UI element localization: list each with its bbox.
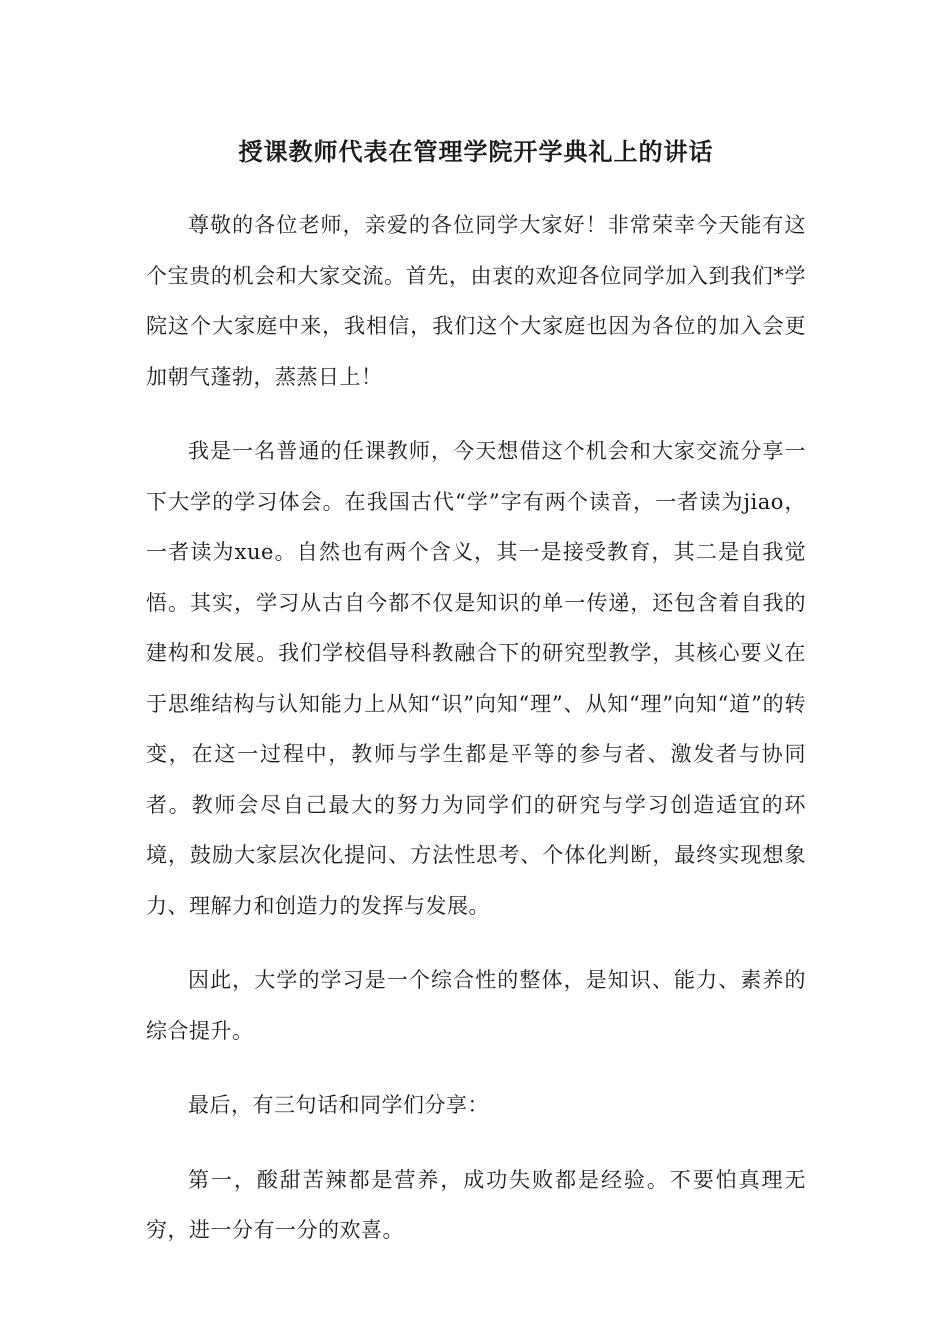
paragraph-conclusion: 因此，大学的学习是一个综合性的整体，是知识、能力、素养的综合提升。 xyxy=(146,968,806,1043)
paragraph-learning: 我是一名普通的任课教师，今天想借这个机会和大家交流分享一下大学的学习体会。在我国古代“学”字有两个读音，一者读为jiao，一者读为xue。自然也有两个含义，其一是接受教育，其二是自我觉悟。其实，学习从古自今都不仅是知识的单一传递，还包含着自我的建构和发展。我们学校倡导科教融合下的研究型教学，其核心要义在于思维结构与认知能力上从知“识”向知“理”、从知“理”向知“道”的转变，在这一过程中，教师与学生都是平等的参与者、激发者与协同者。教师会尽自己最大的努力为同学们的研究与学习创造适宜的环境，鼓励大家层次化提问、方法性思考、个体化判断，最终实现想象力、理解力和创造力的发挥与发展。 xyxy=(146,439,806,918)
document-title: 授课教师代表在管理学院开学典礼上的讲话 xyxy=(238,137,714,166)
document-page xyxy=(146,132,806,1280)
paragraph-share-intro: 最后，有三句话和同学们分享： xyxy=(188,1093,489,1117)
paragraph-greeting: 尊敬的各位老师，亲爱的各位同学大家好！非常荣幸今天能有这个宝贵的机会和大家交流。首先，由衷的欢迎各位同学加入到我们*学院这个大家庭中来，我相信，我们这个大家庭也因为各位的加入会更加朝气蓬勃，蒸蒸日上！ xyxy=(146,213,806,389)
paragraph-first-point: 第一，酸甜苦辣都是营养，成功失败都是经验。不要怕真理无穷，进一分有一分的欢喜。 xyxy=(146,1167,806,1242)
document-body xyxy=(146,200,806,1256)
